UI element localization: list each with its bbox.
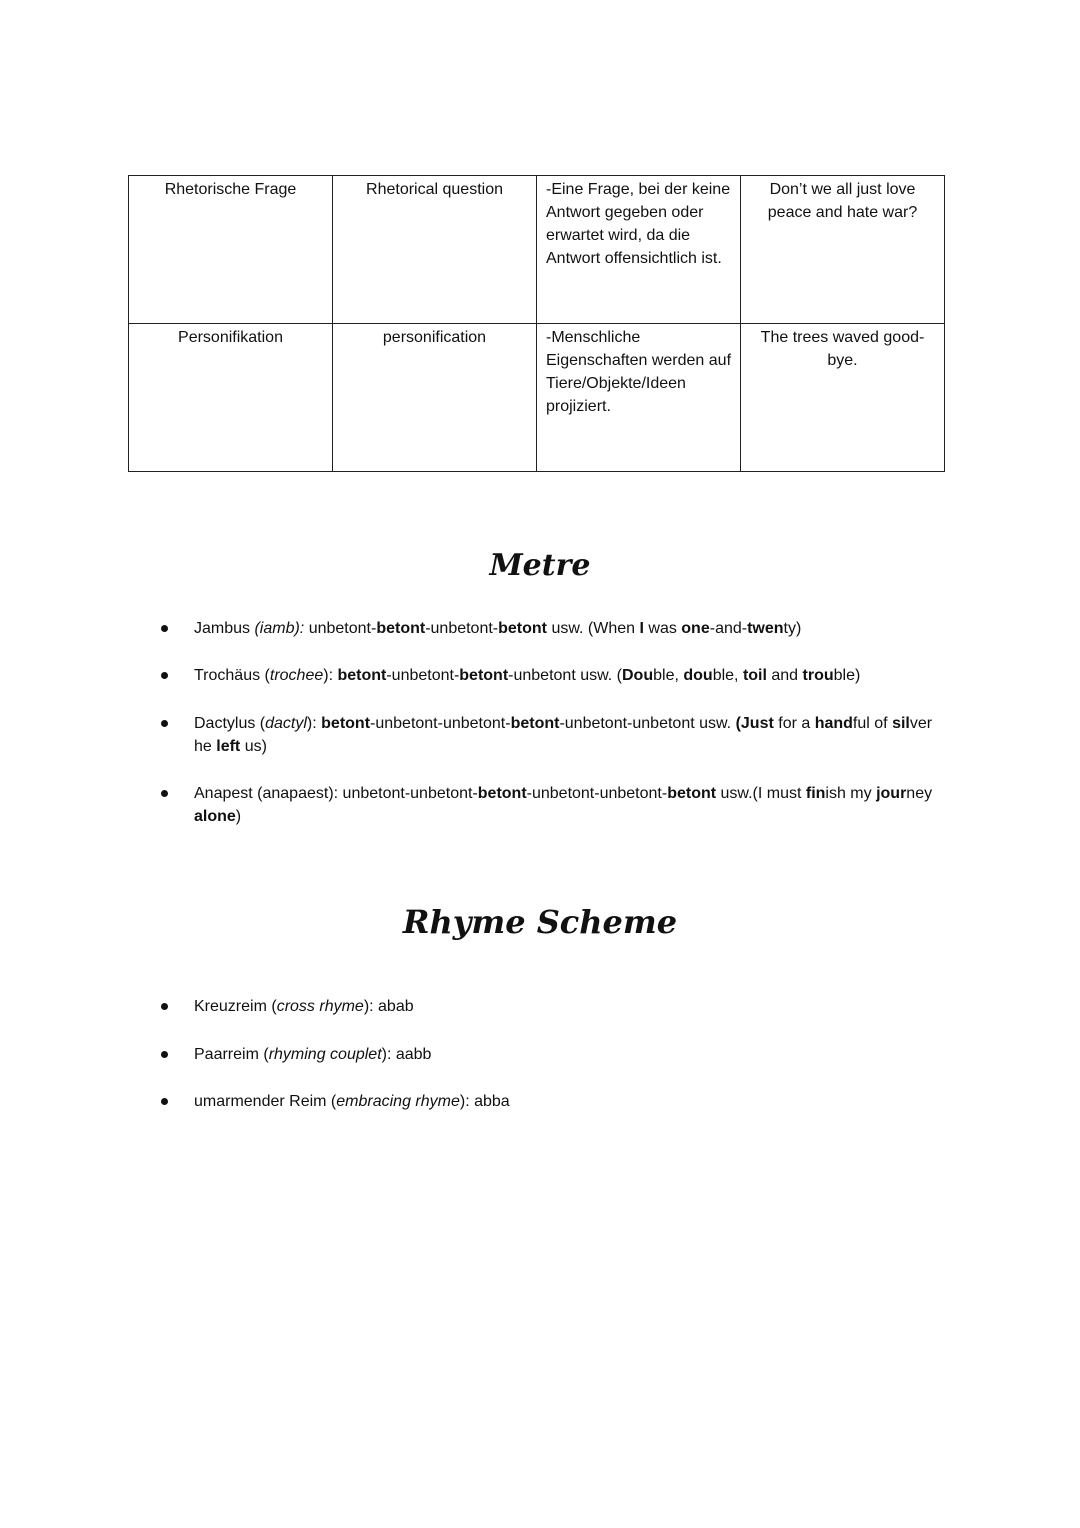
- example: Don’t we all just love peace and hate war?: [741, 176, 945, 324]
- metre-item-trochee: Trochäus (trochee): betont-unbetont-betont-unbetont usw. (Double, double, toil and trouble): [194, 667, 861, 684]
- metre-item-iamb: Jambus (iamb): unbetont-betont-unbetont-betont usw. (When I was one-and-twenty): [194, 620, 802, 637]
- bullet-icon: [161, 625, 168, 632]
- german-term: Rhetorische Frage: [129, 176, 333, 324]
- metre-item-anapest: Anapest (anapaest): unbetont-unbetont-betont-unbetont-unbetont-betont usw.(I must finish my journey alone): [194, 785, 933, 825]
- bullet-icon: [161, 790, 168, 797]
- metre-item-dactyl: Dactylus (dactyl): betont-unbetont-unbetont-betont-unbetont-unbetont usw. (Just for a handful of silver he left us): [194, 715, 933, 755]
- stylistic-devices-table: [128, 175, 945, 472]
- table-row: [129, 324, 945, 472]
- definition: -Eine Frage, bei der keine Antwort gegeben oder erwartet wird, da die Antwort offensichtlich ist.: [537, 176, 741, 324]
- definition: -Menschliche Eigenschaften werden auf Tiere/Objekte/Ideen projiziert.: [537, 324, 741, 472]
- rhyme-item-cross: Kreuzreim (cross rhyme): abab: [194, 998, 414, 1015]
- german-term: Personifikation: [129, 324, 333, 472]
- bullet-icon: [161, 720, 168, 727]
- bullet-icon: [161, 672, 168, 679]
- metre-heading: Metre: [489, 548, 591, 583]
- bullet-icon: [161, 1051, 168, 1058]
- rhyme-item-couplet: Paarreim (rhyming couplet): aabb: [194, 1046, 432, 1063]
- table-row: [129, 176, 945, 324]
- bullet-icon: [161, 1098, 168, 1105]
- english-term: personification: [333, 324, 537, 472]
- bullet-icon: [161, 1003, 168, 1010]
- example: The trees waved good-bye.: [741, 324, 945, 472]
- rhyme-scheme-heading: Rhyme Scheme: [402, 903, 678, 941]
- english-term: Rhetorical question: [333, 176, 537, 324]
- rhyme-item-embracing: umarmender Reim (embracing rhyme): abba: [194, 1093, 510, 1110]
